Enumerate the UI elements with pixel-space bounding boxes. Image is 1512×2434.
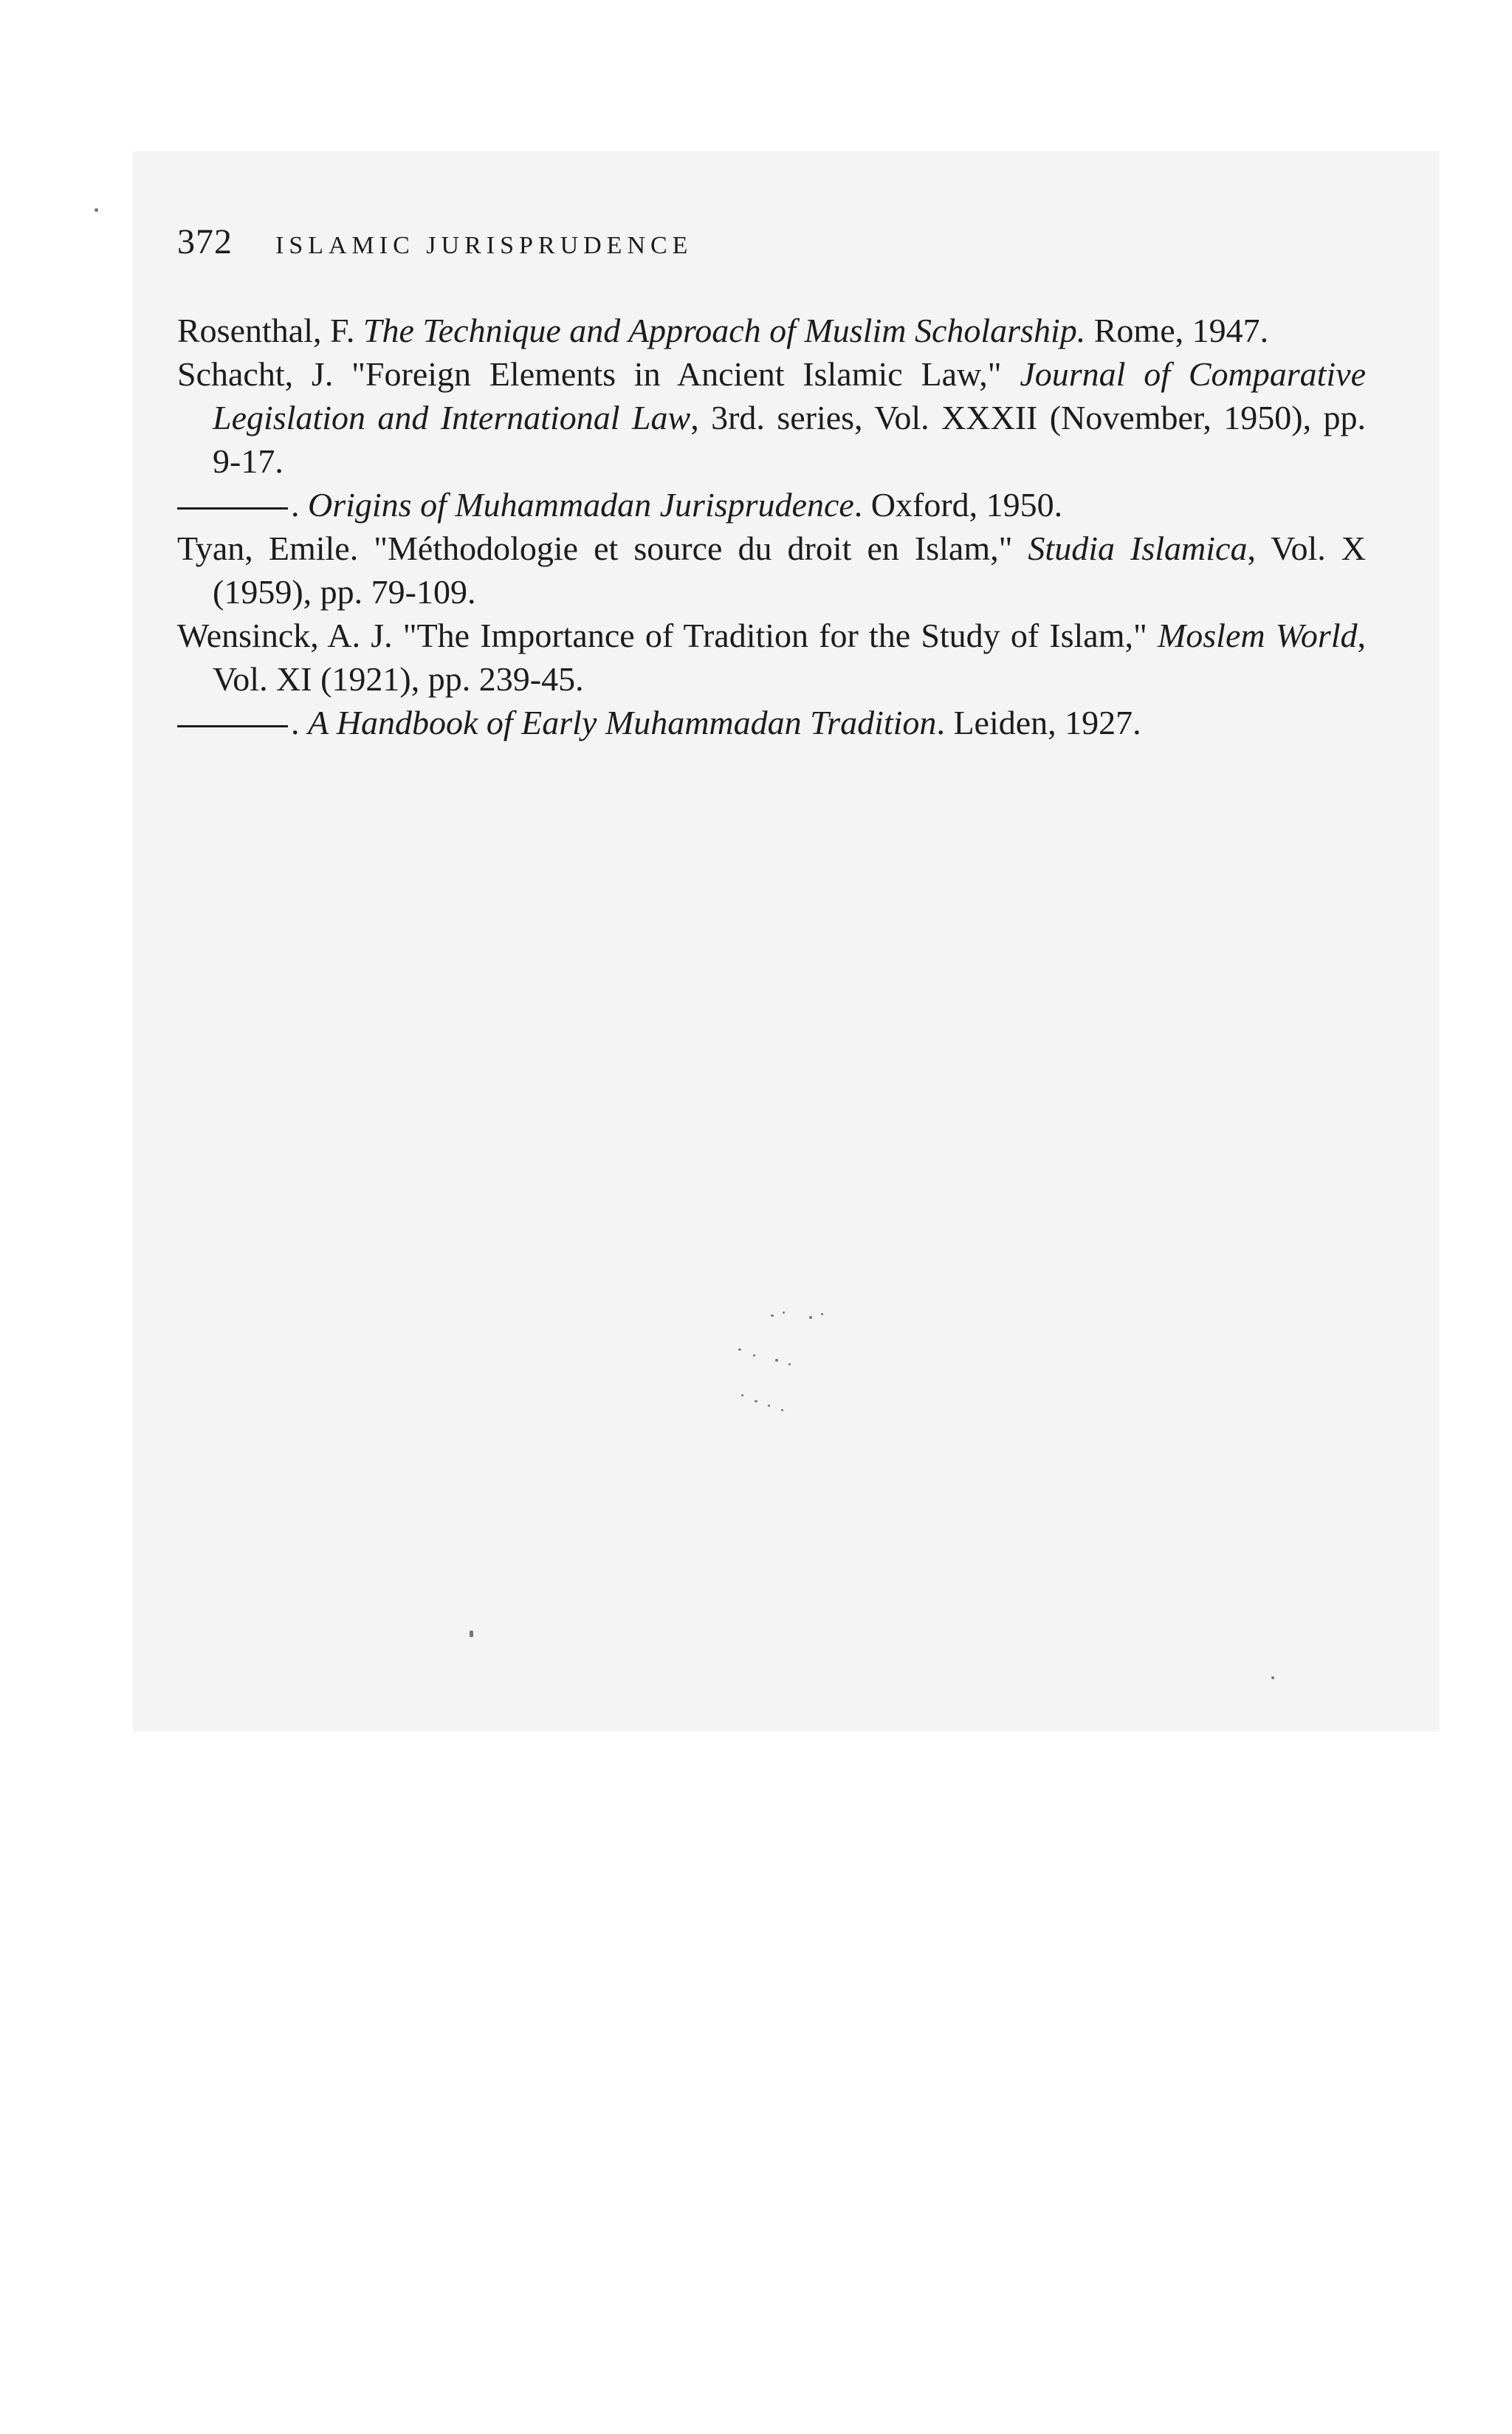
scan-speck xyxy=(755,1400,757,1402)
entry-title: The Technique and Approach of Muslim Scholarship. xyxy=(362,312,1086,349)
entry-publication: , Vol. X (1959), pp. 79-109. xyxy=(213,529,1366,611)
scan-speck xyxy=(775,1359,778,1362)
entry-author: Wensinck, A. J. xyxy=(177,617,403,654)
bibliography-entry: . Origins of Muhammadan Jurisprudence. Oxford, 1950. xyxy=(177,483,1366,527)
scan-speck xyxy=(788,1363,791,1365)
entry-title: A Handbook of Early Muhammadan Tradition xyxy=(308,704,937,741)
scan-speck xyxy=(781,1409,783,1411)
bibliography-entry xyxy=(177,309,1366,352)
repeat-author-dash xyxy=(177,507,288,510)
scan-speck xyxy=(753,1354,755,1357)
entry-article-title: "Méthodologie et source du droit en Islam," xyxy=(374,529,1028,567)
scan-speck xyxy=(741,1394,743,1396)
scan-speck xyxy=(768,1405,770,1407)
bibliography-entry xyxy=(177,527,1366,614)
entry-journal-title: Studia Islamica xyxy=(1028,529,1248,567)
entry-title: Origins of Muhammadan Jurisprudence xyxy=(308,486,854,524)
entry-journal-title: Journal of Comparative Legislation and International Law xyxy=(213,355,1367,436)
entry-article-title: "The Importance of Tradition for the Study of Islam," xyxy=(402,617,1158,654)
repeat-author-dash xyxy=(177,725,288,727)
entry-publication: Rome, 1947. xyxy=(1085,312,1269,349)
entry-author: Tyan, Emile. xyxy=(177,529,374,567)
scan-speck xyxy=(783,1312,785,1314)
scan-speck xyxy=(738,1348,741,1351)
bibliography-entry xyxy=(177,352,1366,483)
entry-publication: . Leiden, 1927. xyxy=(936,704,1141,741)
entry-author: Schacht, J. xyxy=(177,355,352,393)
scan-speck xyxy=(1271,1676,1274,1679)
entry-article-title: "Foreign Elements in Ancient Islamic Law," xyxy=(351,355,1020,393)
bibliography-list xyxy=(177,309,1366,744)
bibliography-entry: . A Handbook of Early Muhammadan Tradition. Leiden, 1927. xyxy=(177,701,1366,744)
scan-speck xyxy=(809,1316,812,1319)
entry-publication: , 3rd. series, Vol. XXXII (November, 1950), pp. 9-17. xyxy=(213,399,1366,480)
running-head: ISLAMIC JURISPRUDENCE xyxy=(275,232,693,259)
entry-journal-title: Moslem World xyxy=(1157,617,1358,654)
scan-speck xyxy=(94,208,98,212)
scan-speck xyxy=(821,1313,823,1315)
bibliography-entry xyxy=(177,614,1366,701)
page-number: 372 xyxy=(177,222,233,261)
scan-speck xyxy=(470,1631,473,1637)
entry-author: Rosenthal, F. xyxy=(177,312,363,349)
entry-publication: . Oxford, 1950. xyxy=(853,486,1063,524)
page-header xyxy=(177,222,1358,266)
entry-publication: , Vol. XI (1921), pp. 239-45. xyxy=(213,617,1367,698)
scan-speck xyxy=(771,1314,774,1317)
